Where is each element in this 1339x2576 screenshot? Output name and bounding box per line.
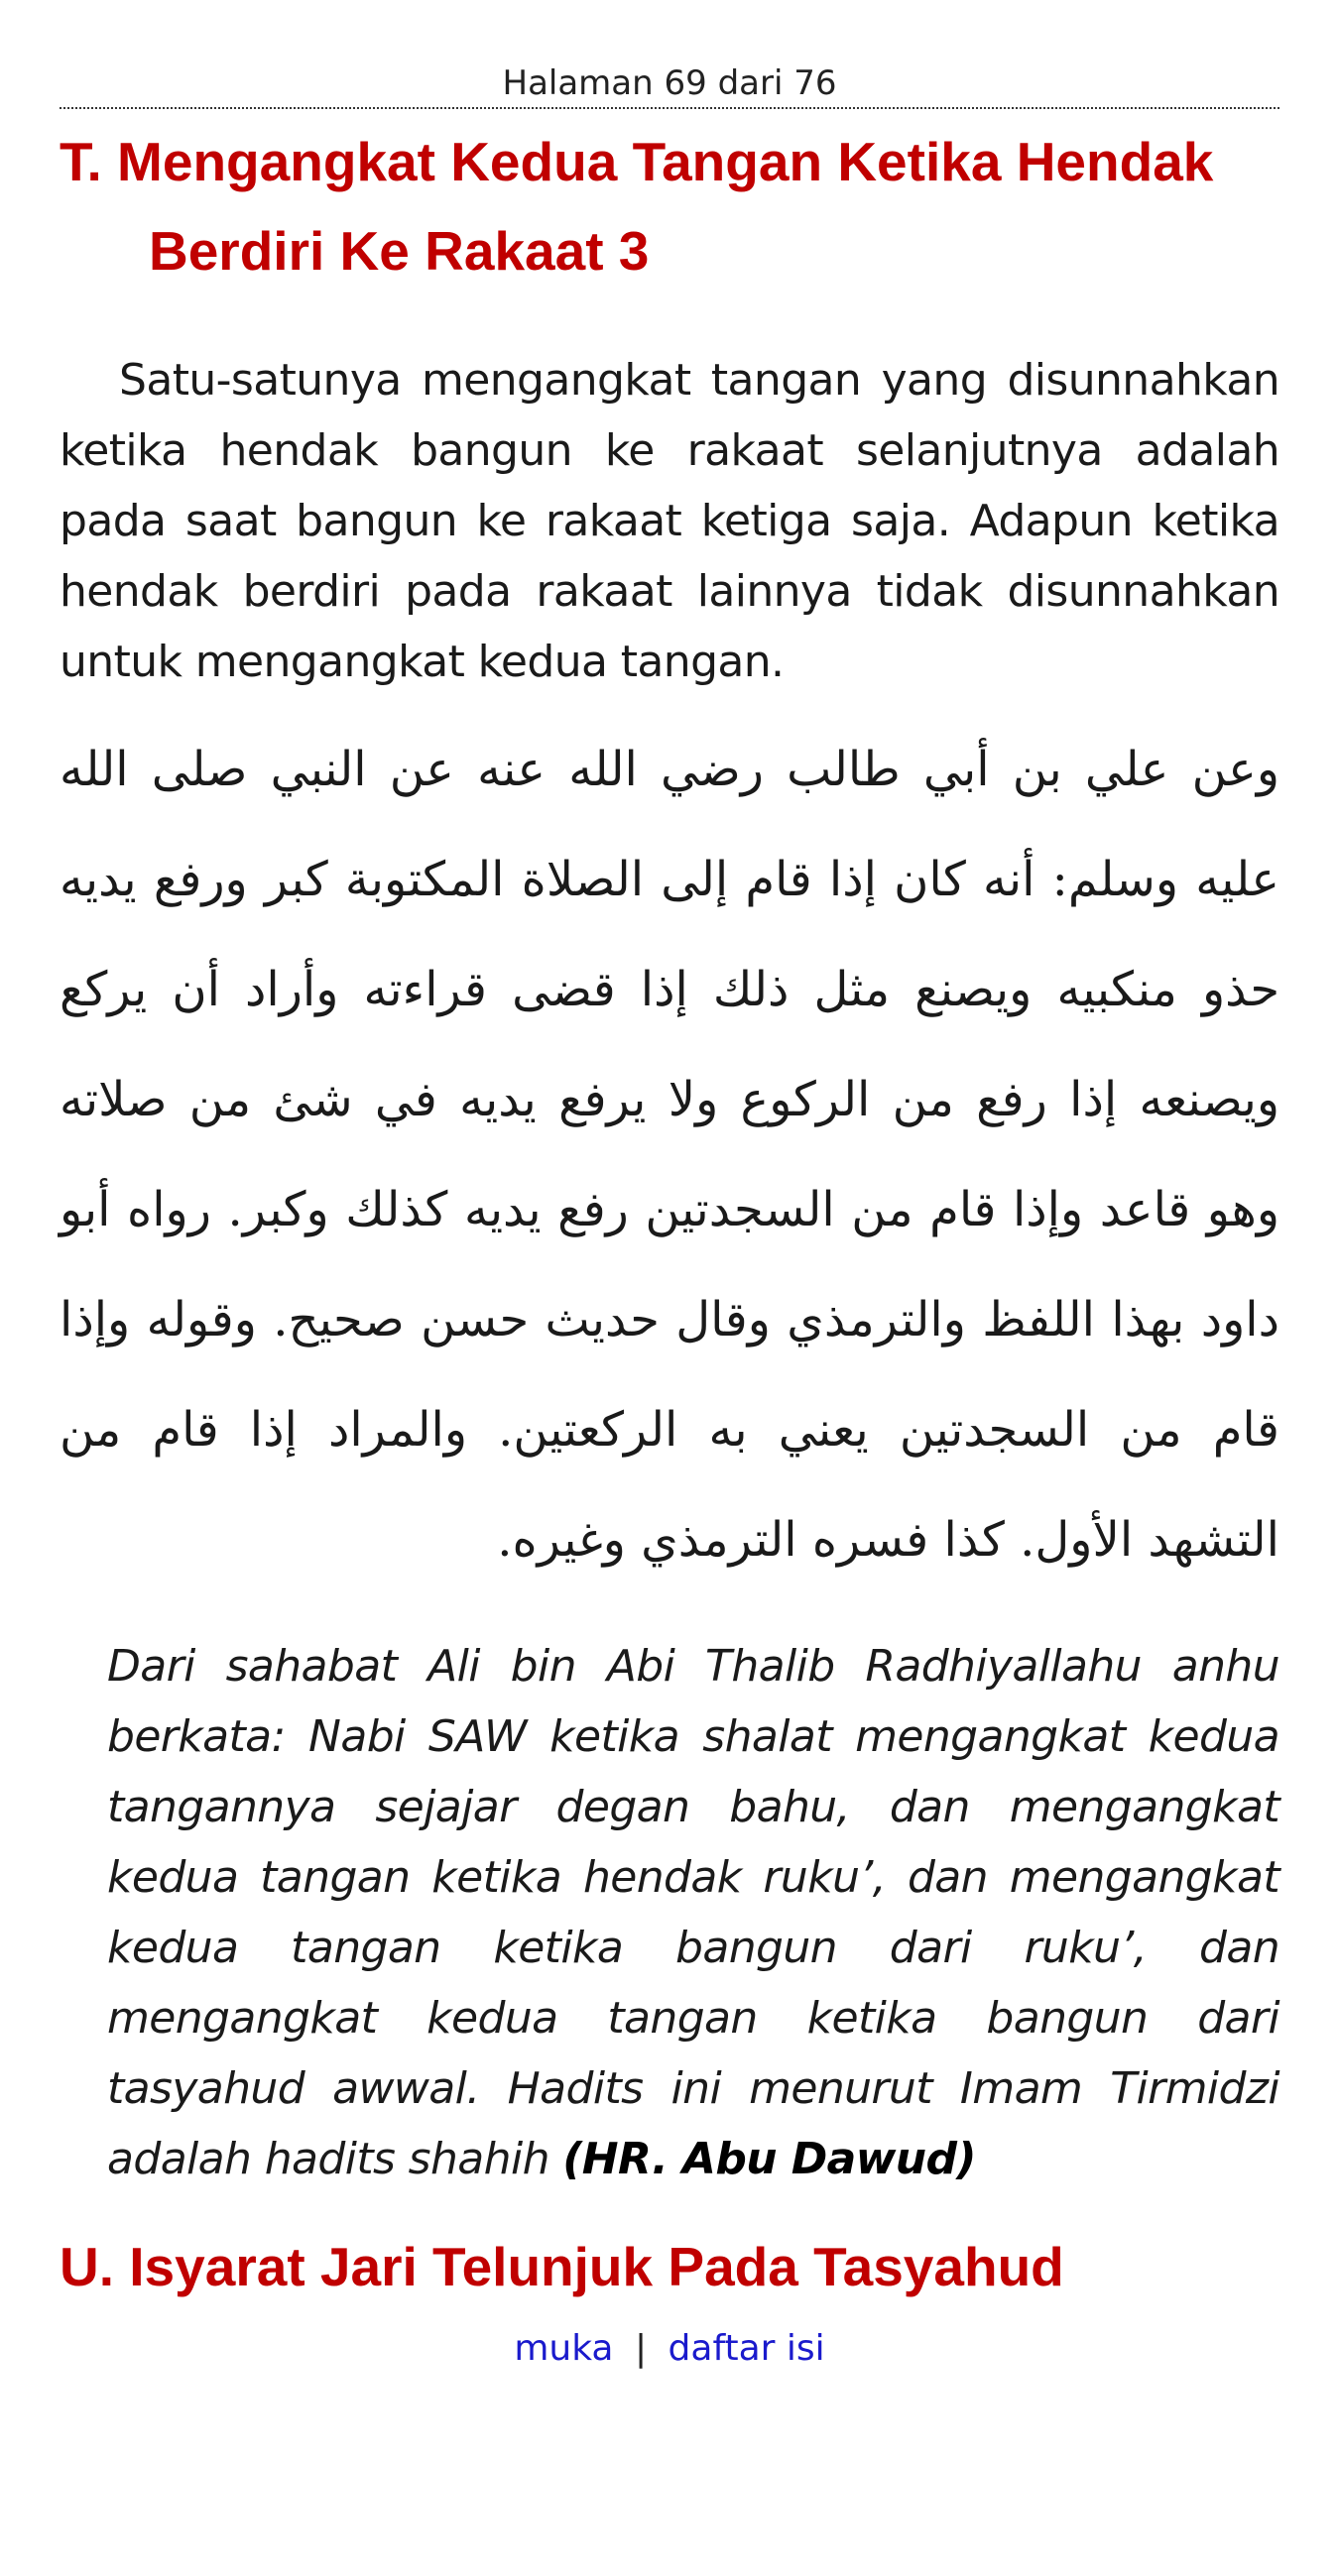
- section-t-title: T. Mengangkat Kedua Tangan Ketika Hendak Berdiri Ke Rakaat 3: [60, 131, 1214, 282]
- section-t-paragraph: Satu-satunya mengangkat tangan yang disunnahkan ketika hendak bangun ke rakaat selanjutnya adalah pada saat bangun ke rakaat ketiga saja. Adapun ketika hendak berdiri pada rakaat lainnya tidak disunnahkan untuk mengangkat kedua tangan.: [60, 355, 1279, 687]
- section-u-title: U. Isyarat Jari Telunjuk Pada Tasyahud: [60, 2236, 1064, 2297]
- page-header: [60, 0, 1279, 109]
- footer-separator: |: [634, 2328, 648, 2369]
- hadith-translation-text: Dari sahabat Ali bin Abi Thalib Radhiyallahu anhu berkata: Nabi SAW ketika shalat mengangkat kedua tangannya sejajar degan bahu, dan mengangkat kedua tangan ketika hendak ruku’, dan mengangkat kedua tangan ketika bangun dari ruku’, dan mengangkat kedua tangan ketika bangun dari tasyahud awwal. Hadits ini menurut Imam Tirmidzi adalah hadits shahih: [107, 1641, 1279, 2184]
- page-footer-nav: [60, 2325, 1279, 2373]
- hadith-arabic-text: وعن علي بن أبي طالب رضي الله عنه عن النبي صلى الله عليه وسلم: أنه كان إذا قام إلى الصلاة المكتوبة كبر ورفع يديه حذو منكبيه ويصنع مثل ذلك إذا قضى قراءته وأراد أن يركع ويصنعه إذا رفع من الركوع ولا يرفع يديه في شئ من صلاته وهو قاعد وإذا قام من السجدتين رفع يديه كذلك وكبر. رواه أبو داود بهذا اللفظ والترمذي وقال حديث حسن صحيح. وقوله وإذا قام من السجدتين يعني به الركعتين. والمراد إذا قام من التشهد الأول. كذا فسره الترمذي وغيره.: [60, 742, 1280, 1568]
- hadith-translation: [107, 1631, 1279, 2194]
- table-of-contents-link[interactable]: daftar isi: [668, 2328, 825, 2369]
- page-number-label: Halaman 69 dari 76: [502, 63, 837, 103]
- hadith-reference: (HR. Abu Dawud): [562, 2134, 976, 2184]
- document-page: [60, 0, 1279, 2373]
- home-link[interactable]: muka: [514, 2328, 614, 2369]
